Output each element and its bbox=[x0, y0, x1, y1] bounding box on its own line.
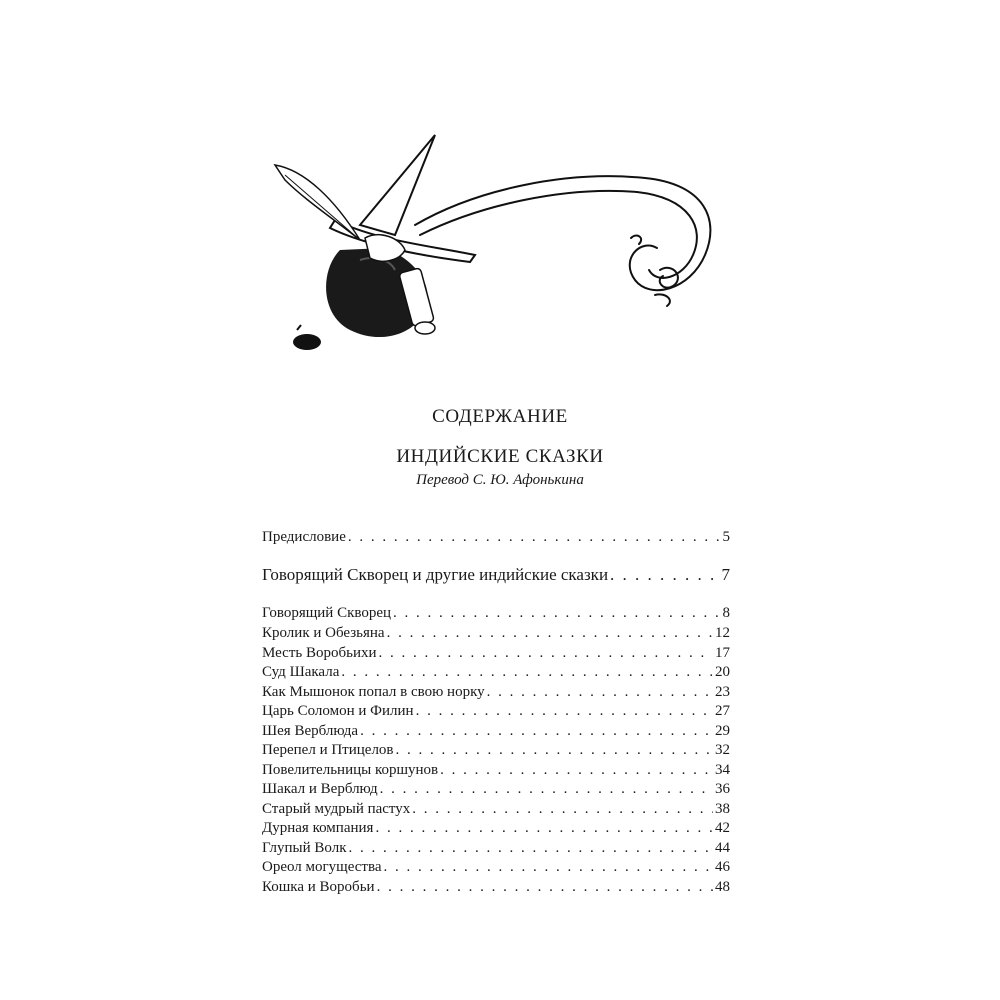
toc-entry-page: 36 bbox=[715, 781, 730, 797]
toc-entry[interactable] bbox=[262, 780, 730, 798]
toc-entry[interactable] bbox=[262, 800, 730, 818]
toc-entry-page: 38 bbox=[715, 801, 730, 817]
toc-entry-title: Повелительницы коршунов bbox=[262, 762, 439, 778]
toc-entry-title: Говорящий Скворец и другие индийские сказки bbox=[262, 565, 609, 584]
toc-entry[interactable] bbox=[262, 741, 730, 759]
toc-entry-page: 20 bbox=[715, 664, 730, 680]
toc-entry-title: Царь Соломон и Филин bbox=[262, 703, 414, 719]
toc-entry-title: Дурная компания bbox=[262, 820, 374, 836]
toc-entry-page: 8 bbox=[722, 605, 730, 621]
toc-entry-page: 23 bbox=[715, 684, 730, 700]
toc-entry-collection[interactable] bbox=[262, 566, 730, 584]
toc-entry[interactable] bbox=[262, 644, 730, 662]
toc-entry-title: Суд Шакала bbox=[262, 664, 340, 680]
toc-entry[interactable] bbox=[262, 819, 730, 837]
section-heading: ИНДИЙСКИЕ СКАЗКИ bbox=[396, 446, 604, 467]
leader-dots bbox=[360, 722, 713, 740]
toc-entry-page: 12 bbox=[715, 625, 730, 641]
toc-entry-page: 5 bbox=[722, 529, 730, 545]
toc-entry[interactable] bbox=[262, 858, 730, 876]
toc-entry-title: Старый мудрый пастух bbox=[262, 801, 411, 817]
leader-dots bbox=[375, 819, 713, 837]
toc-entry-page: 46 bbox=[715, 859, 730, 875]
toc-entry[interactable] bbox=[262, 722, 730, 740]
toc-entry-preface[interactable] bbox=[262, 528, 730, 546]
wizard-vignette-illustration bbox=[265, 120, 735, 360]
toc-entry-title: Кошка и Воробьи bbox=[262, 879, 375, 895]
toc-entry-title: Предисловие bbox=[262, 529, 346, 545]
toc-entry-title: Ореол могущества bbox=[262, 859, 382, 875]
toc-entry-page: 32 bbox=[715, 742, 730, 758]
leader-dots bbox=[384, 858, 713, 876]
toc-entry-page: 34 bbox=[715, 762, 730, 778]
toc-entry-page: 7 bbox=[721, 565, 730, 584]
toc-entry[interactable] bbox=[262, 761, 730, 779]
toc-entry-page: 29 bbox=[715, 723, 730, 739]
leader-dots bbox=[380, 780, 713, 798]
toc-entry-title: Перепел и Птицелов bbox=[262, 742, 394, 758]
toc-entry-page: 27 bbox=[715, 703, 730, 719]
toc-entry[interactable] bbox=[262, 839, 730, 857]
leader-dots bbox=[396, 741, 713, 759]
leader-dots bbox=[349, 839, 714, 857]
toc-entry[interactable] bbox=[262, 604, 730, 622]
leader-dots bbox=[610, 566, 719, 584]
leader-dots bbox=[487, 683, 713, 701]
toc-entry-page: 48 bbox=[715, 879, 730, 895]
leader-dots bbox=[412, 800, 713, 818]
leader-dots bbox=[387, 624, 713, 642]
leader-dots bbox=[377, 878, 713, 896]
toc-entry-title: Шея Верблюда bbox=[262, 723, 359, 739]
toc-entry-page: 42 bbox=[715, 820, 730, 836]
leader-dots bbox=[393, 604, 720, 622]
toc-entry-title: Кролик и Обезьяна bbox=[262, 625, 385, 641]
toc-entry[interactable] bbox=[262, 878, 730, 896]
leader-dots bbox=[416, 702, 713, 720]
leader-dots bbox=[348, 528, 721, 546]
toc-entry-title: Говорящий Скворец bbox=[262, 605, 392, 621]
toc-entry-page: 44 bbox=[715, 840, 730, 856]
toc-entry-title: Месть Воробьихи bbox=[262, 645, 377, 661]
toc-entry[interactable] bbox=[262, 624, 730, 642]
toc-entry[interactable] bbox=[262, 663, 730, 681]
leader-dots bbox=[341, 663, 713, 681]
toc-entry-title: Шакал и Верблюд bbox=[262, 781, 378, 797]
translator-credit: Перевод С. Ю. Афонькина bbox=[416, 472, 584, 488]
contents-heading: СОДЕРЖАНИЕ bbox=[432, 406, 568, 427]
toc-entry-page: 17 bbox=[715, 645, 730, 661]
toc-entry-title: Глупый Волк bbox=[262, 840, 347, 856]
toc-entry-title: Как Мышонок попал в свою норку bbox=[262, 684, 485, 700]
toc-entry[interactable] bbox=[262, 683, 730, 701]
leader-dots bbox=[440, 761, 713, 779]
leader-dots bbox=[379, 644, 713, 662]
toc-entry[interactable] bbox=[262, 702, 730, 720]
